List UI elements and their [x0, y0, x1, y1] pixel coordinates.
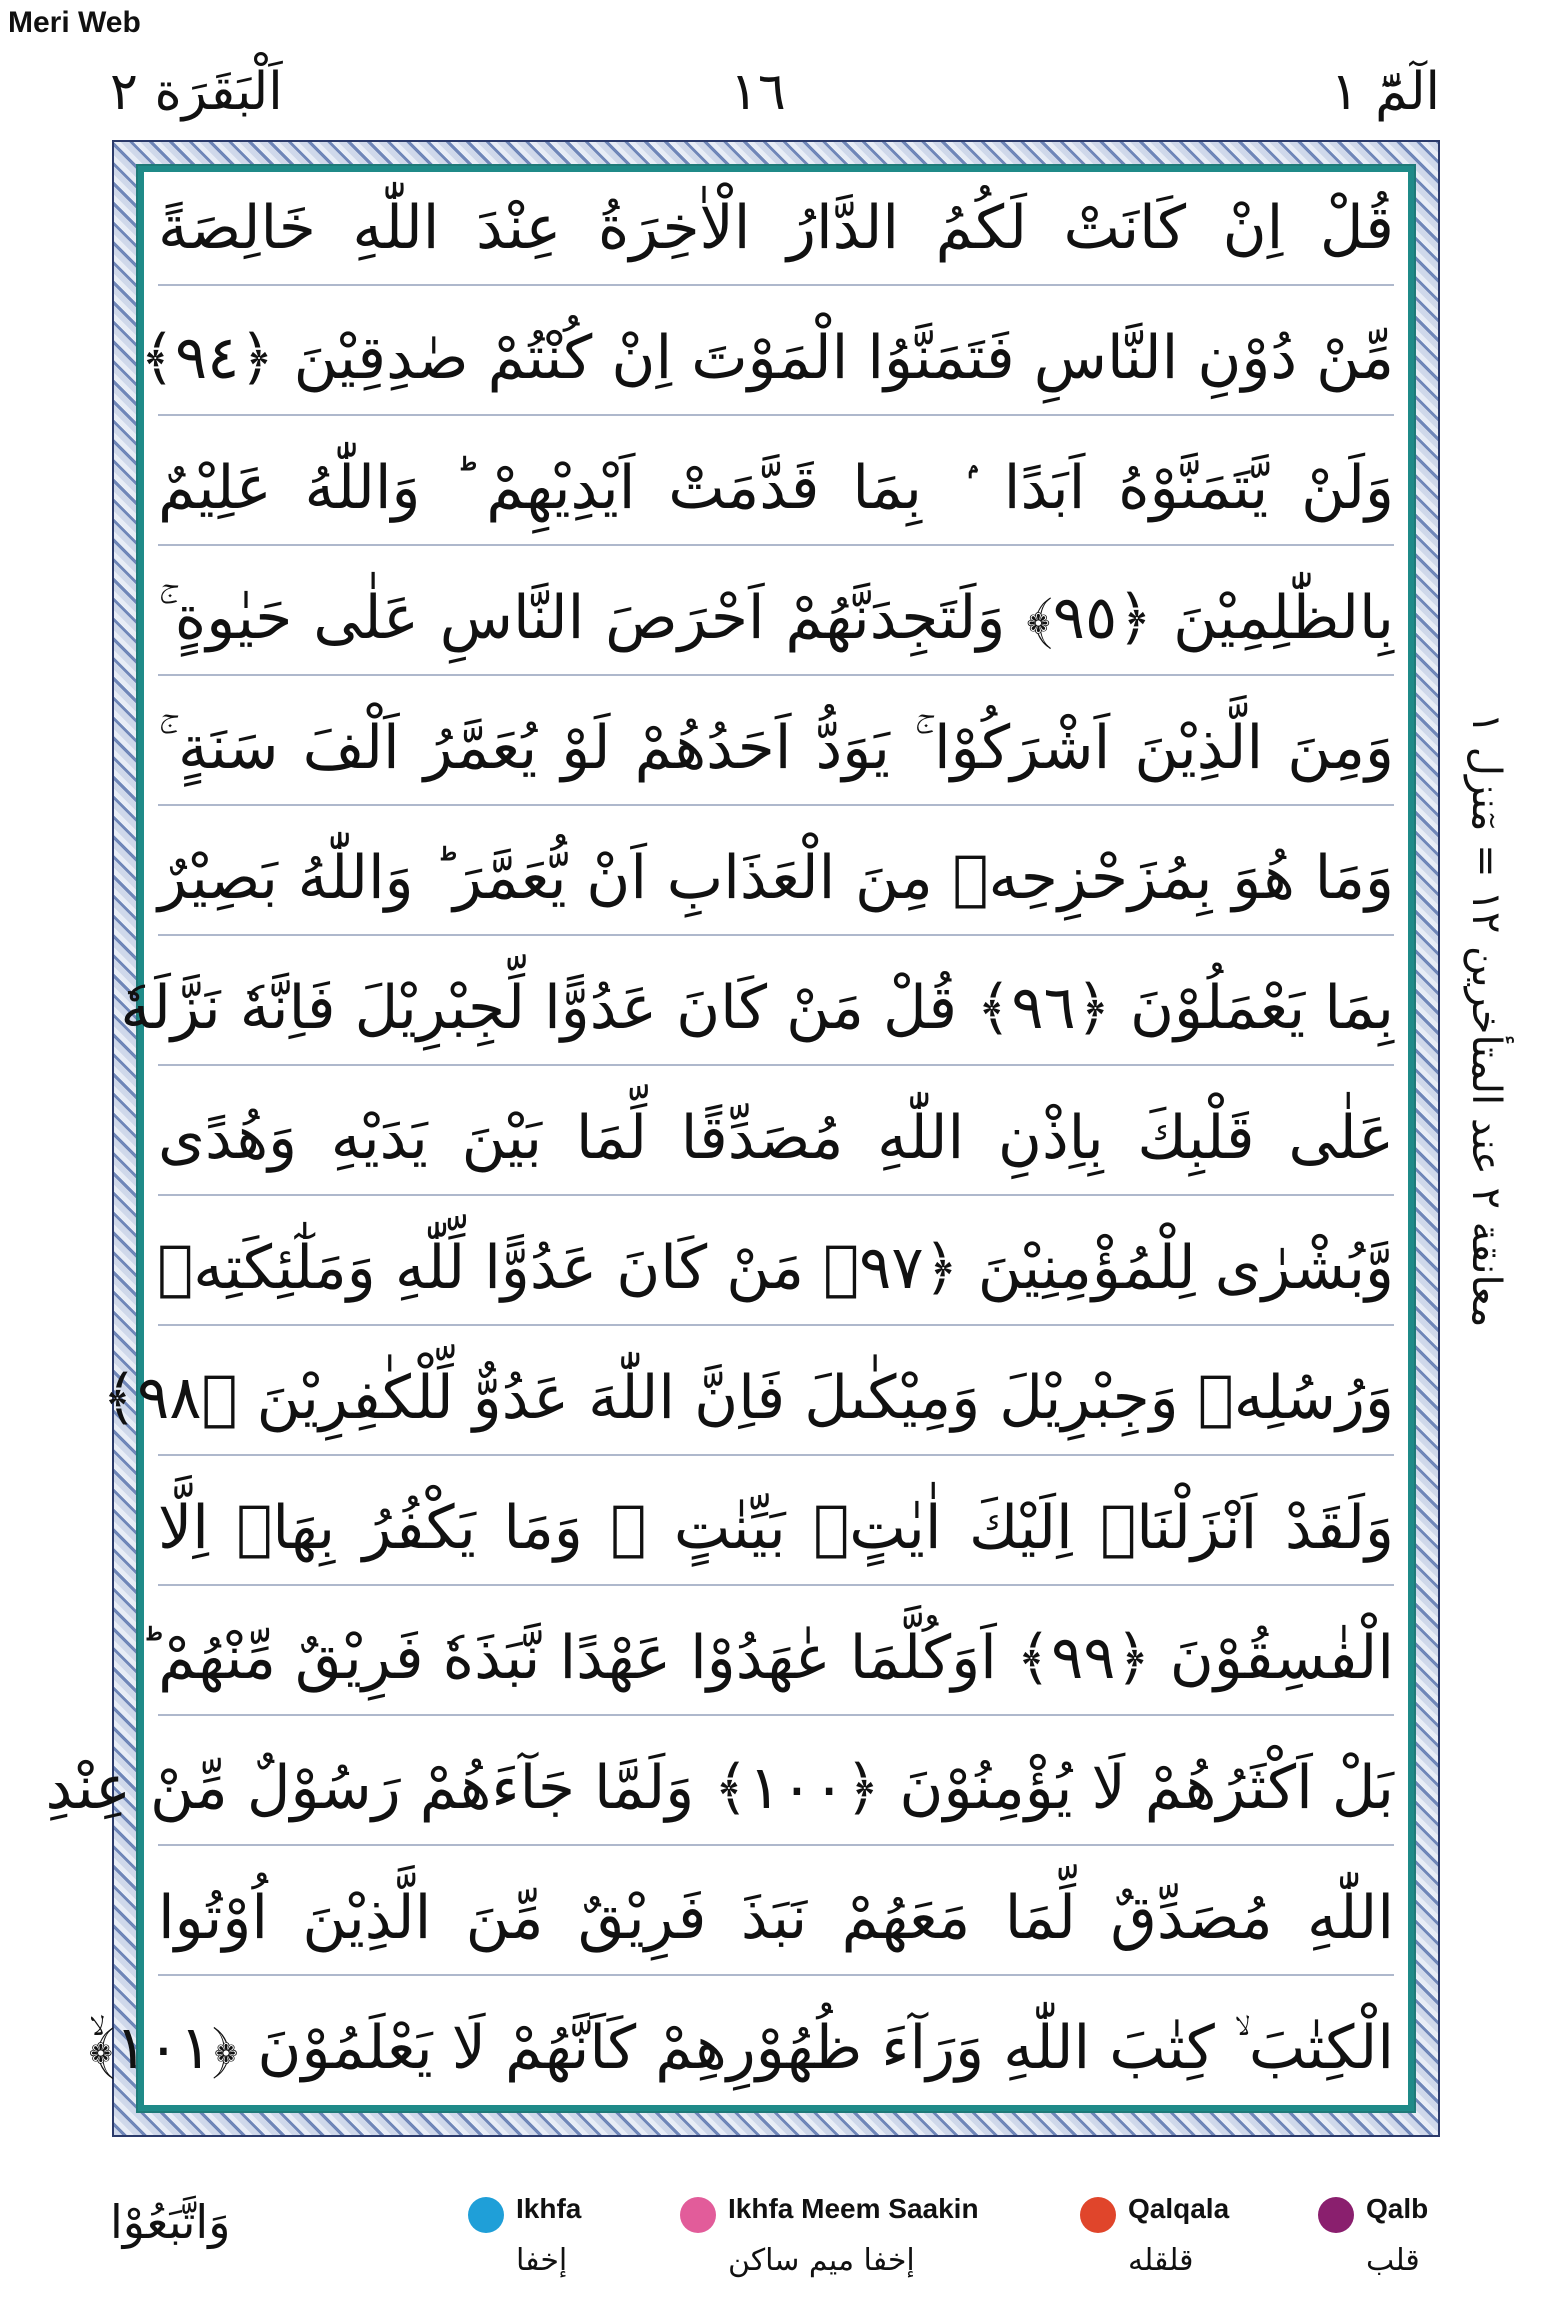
legend-label-ar: إخفا ميم ساكن [728, 2243, 915, 2278]
text-line: قُلْ اِنْ كَانَتْ لَكُمُ الدَّارُ الْاٰخِرَةُ عِنْدَ اللّٰهِ خَالِصَةً [158, 172, 1394, 286]
text-line: مِّنْ دُوْنِ النَّاسِ فَتَمَنَّوُا الْمَوْتَ اِنْ كُنْتُمْ صٰدِقِيْنَ ﴿٩٤﴾ [158, 302, 1394, 416]
qalqala-color-dot [1080, 2197, 1116, 2233]
legend-label-en: Ikhfa [516, 2193, 582, 2224]
ikhfa-color-dot [468, 2197, 504, 2233]
margin-note-text: معانقة ٢ عند المتأخرين ١٢ = مٓنزل ١ [1463, 712, 1509, 1328]
legend-label-ar: قلب [1366, 2243, 1420, 2278]
page-header [110, 62, 1440, 142]
legend-label-en: Qalb [1366, 2193, 1429, 2224]
text-line: وَمَا هُوَ بِمُزَحْزِحِهٖ مِنَ الْعَذَابِ اَنْ يُّعَمَّرَ ؕ وَاللّٰهُ بَصِيْرٌ [158, 822, 1394, 936]
inner-border [45, 164, 1416, 2113]
legend-label-en: Qalqala [1128, 2193, 1230, 2224]
text-line: وَّبُشْرٰى لِلْمُؤْمِنِيْنَ ﴿٩٧﴾ مَنْ كَانَ عَدُوًّا لِّلّٰهِ وَمَلٰٓئِكَتِهٖ [158, 1212, 1394, 1326]
watermark: Meri Web [8, 6, 141, 39]
surah-name: اَلْبَقَرَة ٢ [110, 62, 283, 122]
qalb-color-dot [1318, 2197, 1354, 2233]
page-number: ١٦ [730, 62, 786, 122]
margin-note [1446, 600, 1526, 1440]
legend-label-en: Ikhfa Meem Saakin [728, 2193, 979, 2224]
text-line: الْفٰسِقُوْنَ ﴿٩٩﴾ اَوَكُلَّمَا عٰهَدُوْا عَهْدًا نَّبَذَهٗ فَرِيْقٌ مِّنْهُمْ ؕ [158, 1602, 1394, 1716]
text-line: بِالظّٰلِمِيْنَ ﴿٩٥﴾ وَلَتَجِدَنَّهُمْ اَحْرَصَ النَّاسِ عَلٰى حَيٰوةٍ ۚ [158, 562, 1394, 676]
text-line: بِمَا يَعْمَلُوْنَ ﴿٩٦﴾ قُلْ مَنْ كَانَ عَدُوًّا لِّجِبْرِيْلَ فَاِنَّهٗ نَزَّلَهٗ [158, 952, 1394, 1066]
text-line: وَمِنَ الَّذِيْنَ اَشْرَكُوْا ۚ يَوَدُّ اَحَدُهُمْ لَوْ يُعَمَّرُ اَلْفَ سَنَةٍ ۚ [158, 692, 1394, 806]
text-line: وَلَقَدْ اَنْزَلْنَاۤ اِلَيْكَ اٰيٰتٍۭ بَيِّنٰتٍ ۚ وَمَا يَكْفُرُ بِهَاۤ اِلَّا [158, 1472, 1394, 1586]
page-border [45, 140, 1440, 2137]
catchword: وَاتَّبَعُوْا [110, 2195, 231, 2249]
ikhfa-meem-saakin-color-dot [680, 2197, 716, 2233]
text-line: عَلٰى قَلْبِكَ بِاِذْنِ اللّٰهِ مُصَدِّقًا لِّمَا بَيْنَ يَدَيْهِ وَهُدًى [158, 1082, 1394, 1196]
text-line: الْكِتٰبَ ۙ كِتٰبَ اللّٰهِ وَرَآءَ ظُهُوْرِهِمْ كَاَنَّهُمْ لَا يَعْلَمُوْنَ ﴿١٠١﴾ۙ [88, 2013, 1394, 2083]
text-line: وَرُسُلِهٖ وَجِبْرِيْلَ وَمِيْكٰىلَ فَاِنَّ اللّٰهَ عَدُوٌّ لِّلْكٰفِرِيْنَ ﴿٩٨﴾ [158, 1342, 1394, 1456]
text-line: اللّٰهِ مُصَدِّقٌ لِّمَا مَعَهُمْ نَبَذَ فَرِيْقٌ مِّنَ الَّذِيْنَ اُوْتُوا [158, 1862, 1394, 1976]
juz-name: الٓمّٓ ١ [1330, 62, 1440, 122]
text-line: وَلَنْ يَّتَمَنَّوْهُ اَبَدًا ۢ بِمَا قَدَّمَتْ اَيْدِيْهِمْ ؕ وَاللّٰهُ عَلِيْمٌ [158, 432, 1394, 546]
legend-label-ar: إخفا [516, 2243, 568, 2278]
legend-label-ar: قلقله [1128, 2243, 1194, 2278]
quran-text-panel [45, 172, 1408, 2105]
tajweed-legend [0, 2185, 1556, 2295]
text-line: بَلْ اَكْثَرُهُمْ لَا يُؤْمِنُوْنَ ﴿١٠٠﴾ وَلَمَّا جَآءَهُمْ رَسُوْلٌ مِّنْ عِنْدِ [158, 1732, 1394, 1846]
